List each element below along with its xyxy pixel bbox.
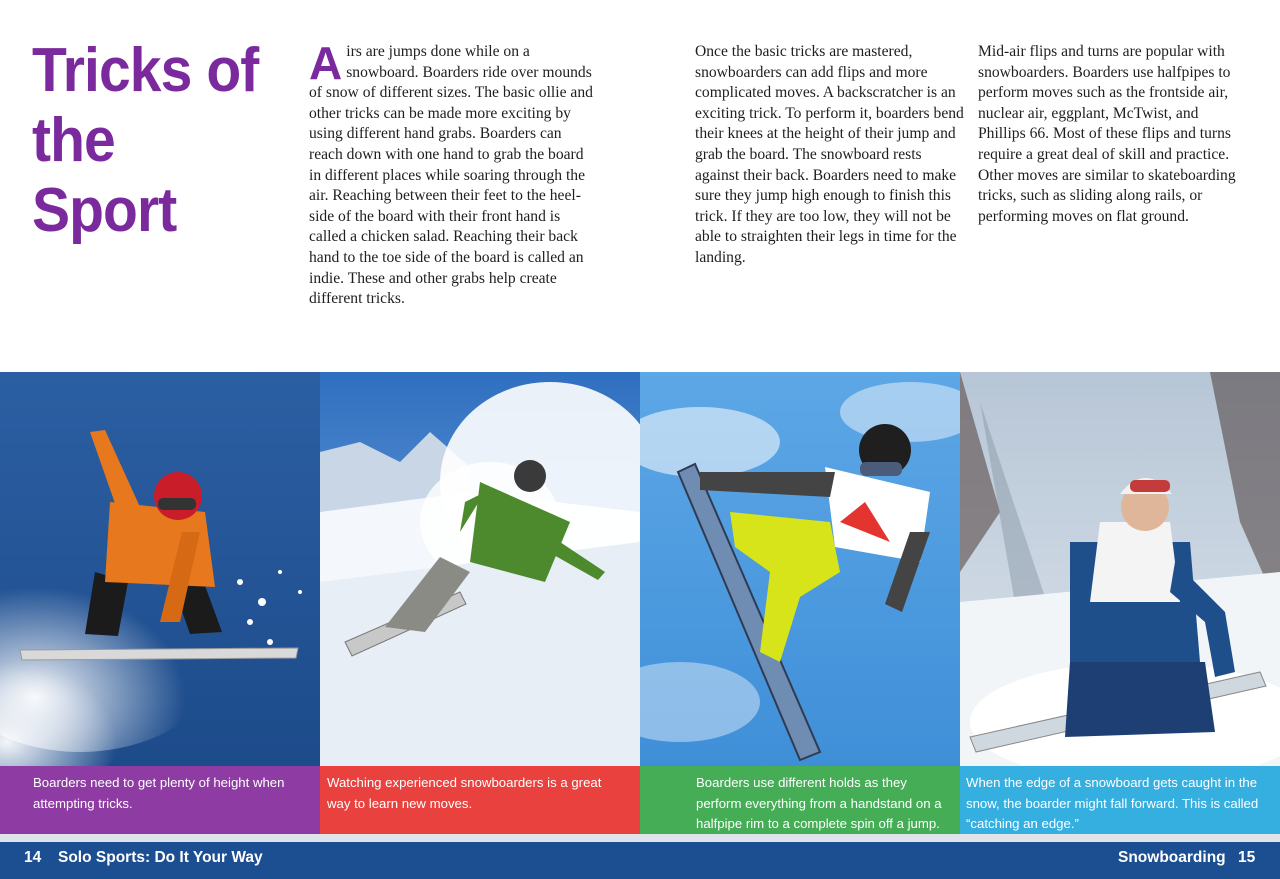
caption-2: Watching experienced snowboarders is a great way to learn new moves. <box>320 766 640 834</box>
page-footer <box>0 834 1280 879</box>
caption-4: When the edge of a snowboard gets caught in the snow, the boarder might fall forward. This is called “catching an edge.” <box>960 766 1280 834</box>
book-title: Solo Sports: Do It Your Way <box>58 849 263 866</box>
body-column-1-text: irs are jumps done while on a snowboard. Boarders ride over mounds of snow of different sizes. The basic ollie and other tricks can be made more exciting by using different hand grabs. Boarders can reach down with one hand to grab the board in different places while soaring through the air. Reaching between their feet to the heel-side of the board with their front hand is called a chicken salad. Reaching their back hand to the toe side of the board is called an indie. These and other grabs help create different tricks. <box>309 43 593 308</box>
body-column-2: Once the basic tricks are mastered, snowboarders can add flips and more complicated moves. A backscratcher is an exciting trick. To perform it, boarders bend their knees at the height of their jump and grab the board. The snowboard rests against their back. Boarders need to make sure they jump high enough to finish this trick. If they are too low, they will not be able to straighten their legs in time for the landing. <box>695 43 964 266</box>
drop-cap: A <box>309 37 343 89</box>
page-title: Tricks of the Sport <box>32 36 259 245</box>
photo-orange-jumper <box>0 372 320 766</box>
body-column-3: Mid-air flips and turns are popular with snowboarders. Boarders use halfpipes to perform moves such as the frontside air, nuclear air, eggplant, McTwist, and Phillips 66. Most of these flips and turns require a great deal of skill and practice. Other moves are similar to skateboarding tricks, such as sliding along rails, or performing moves on flat ground. <box>978 43 1236 225</box>
body-column-1 <box>309 37 594 310</box>
caption-1: Boarders need to get plenty of height when attempting tricks. <box>0 766 320 834</box>
right-page-number: 15 <box>1238 849 1256 866</box>
photo-green-carver <box>320 372 640 766</box>
section-title: Snowboarding <box>1118 849 1226 866</box>
photo-yellow-jumper <box>640 372 960 766</box>
photo-kneeling-boarder <box>960 372 1280 766</box>
caption-3: Boarders use different holds as they perform everything from a handstand on a halfpipe rim to a complete spin off a jump. <box>640 766 960 834</box>
left-page-number: 14 <box>24 849 42 866</box>
